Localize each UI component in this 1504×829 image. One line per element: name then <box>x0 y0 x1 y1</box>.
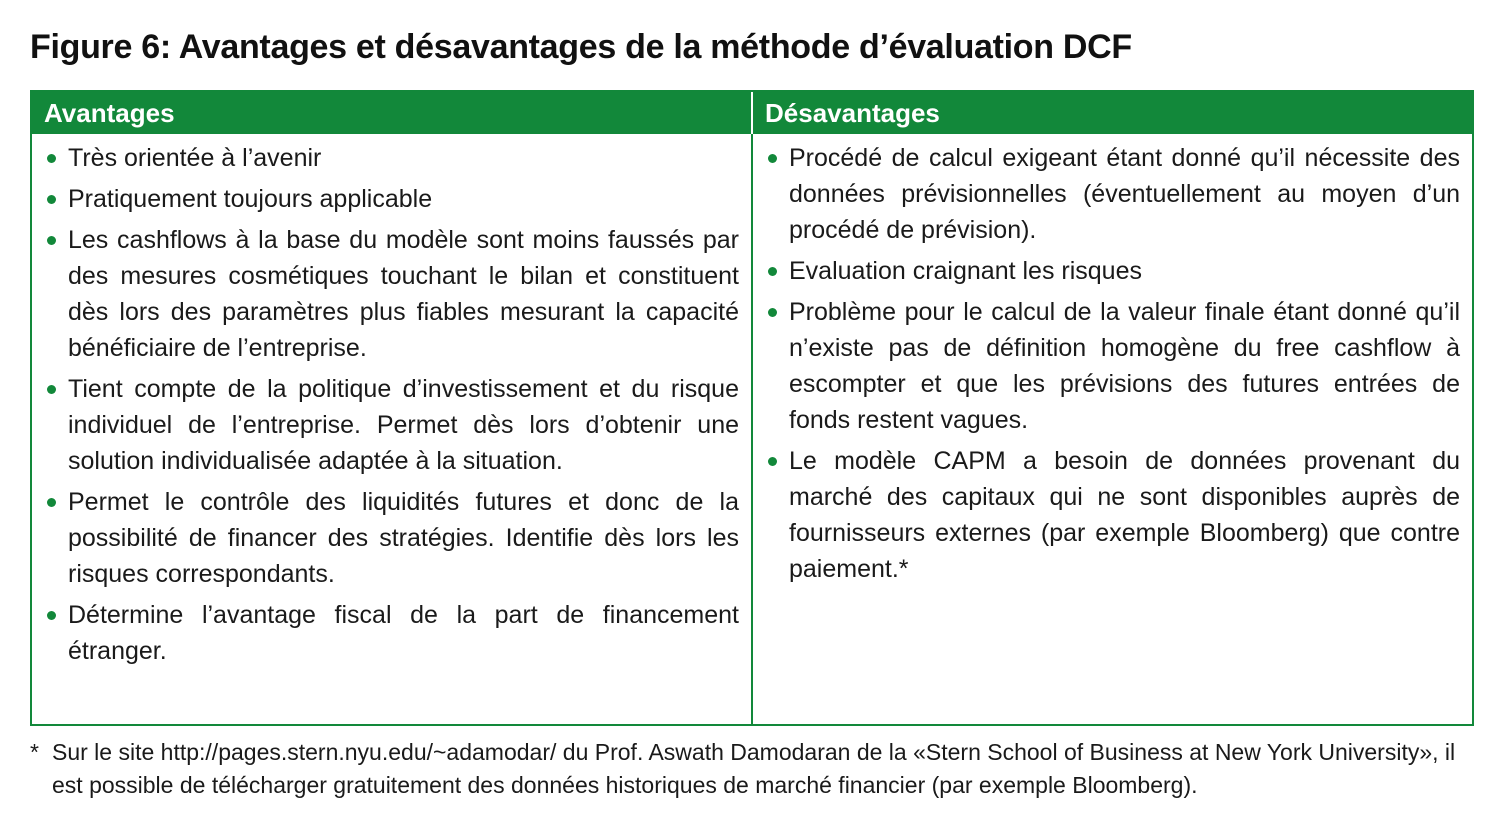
bullet-icon <box>768 308 777 317</box>
footnote-text: Sur le site http://pages.stern.nyu.edu/~adamodar/ du Prof. Aswath Damodaran de la «Stern School of Business at New York University», il est possible de télécharger gratuitement des données historiques de marché financier (par exemple Bloomberg). <box>52 739 1456 798</box>
list-item-text: Permet le contrôle des liquidités futures et donc de la possibilité de financer des stratégies. Identifie dès lors les risques correspondants. <box>68 488 739 588</box>
bullet-icon <box>47 154 56 163</box>
list-item-text: Très orientée à l’avenir <box>68 144 322 172</box>
list-item <box>765 253 1460 289</box>
list-item-text: Les cashflows à la base du modèle sont moins faussés par des mesures cosmétiques touchant le bilan et constituent dès lors des paramètres plus fiables mesurant la capacité bénéficiaire de l’entreprise. <box>68 226 739 362</box>
comparison-table <box>30 90 1474 726</box>
list-item-text: Pratiquement toujours applicable <box>68 185 433 213</box>
list-item-text: Evaluation craignant les risques <box>789 257 1142 285</box>
bullet-icon <box>47 498 56 507</box>
disadvantages-list <box>765 140 1460 587</box>
list-item <box>44 371 739 479</box>
advantages-list <box>44 140 739 669</box>
list-item <box>765 140 1460 248</box>
figure-title: Figure 6: Avantages et désavantages de la méthode d’évaluation DCF <box>30 28 1132 66</box>
bullet-icon <box>47 236 56 245</box>
list-item-text: Le modèle CAPM a besoin de données provenant du marché des capitaux qui ne sont disponibles auprès de fournisseurs externes (par exemple Bloomberg) que contre paiement.* <box>789 447 1460 583</box>
list-item <box>44 140 739 176</box>
list-item <box>44 597 739 669</box>
list-item <box>765 443 1460 587</box>
advantages-cell <box>32 134 753 724</box>
list-item <box>44 222 739 366</box>
advantages-header: Avantages <box>32 92 753 134</box>
bullet-icon <box>768 267 777 276</box>
footnote-mark: * <box>30 739 39 765</box>
footnote <box>30 736 1474 802</box>
bullet-icon <box>47 195 56 204</box>
list-item-text: Procédé de calcul exigeant étant donné qu’il nécessite des données prévisionnelles (éventuellement au moyen d’un procédé de prévision). <box>789 144 1460 244</box>
list-item-text: Tient compte de la politique d’investissement et du risque individuel de l’entreprise. Permet dès lors d’obtenir une solution individualisée adaptée à la situation. <box>68 375 739 475</box>
disadvantages-cell <box>753 134 1472 724</box>
list-item-text: Détermine l’avantage fiscal de la part de financement étranger. <box>68 601 739 665</box>
list-item <box>765 294 1460 438</box>
list-item-text: Problème pour le calcul de la valeur finale étant donné qu’il n’existe pas de définition homogène du free cashflow à escompter et que les prévisions des futures entrées de fonds restent vagues. <box>789 298 1460 434</box>
disadvantages-header: Désavantages <box>753 92 1472 134</box>
bullet-icon <box>47 611 56 620</box>
bullet-icon <box>768 154 777 163</box>
list-item <box>44 484 739 592</box>
bullet-icon <box>47 385 56 394</box>
list-item <box>44 181 739 217</box>
bullet-icon <box>768 457 777 466</box>
